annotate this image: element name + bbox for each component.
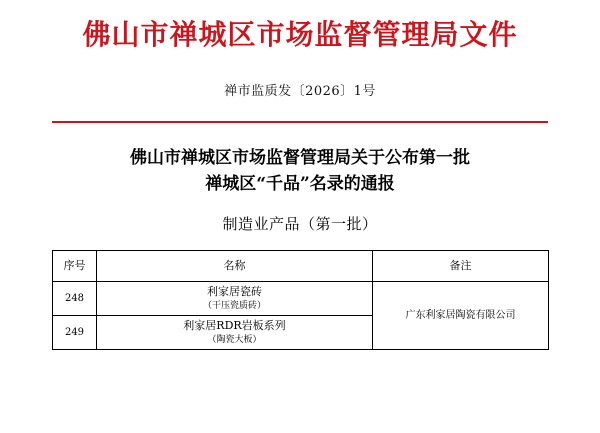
red-divider-rule [52, 121, 548, 123]
subject-line-1: 佛山市禅城区市场监督管理局关于公布第一批 [130, 147, 470, 168]
document-title: 佛山市禅城区市场监督管理局文件 [82, 18, 518, 51]
product-name: 利家居RDR岩板系列 [183, 319, 286, 333]
document-subject [52, 145, 548, 198]
product-name: 利家居瓷砖 [207, 285, 262, 299]
document-number: 禅市监质发〔2026〕1号 [224, 83, 376, 99]
cell-seq: 249 [53, 316, 97, 350]
column-header-remark: 备注 [373, 251, 549, 282]
cell-remark: 广东利家居陶瓷有限公司 [373, 282, 549, 350]
subject-line-2: 禅城区“千品”名录的通报 [205, 173, 395, 194]
product-name-note: （干压瓷质砖） [202, 301, 266, 312]
product-name-note: （陶瓷大板） [207, 335, 262, 346]
column-header-seq: 序号 [53, 251, 97, 282]
table-header-row [53, 251, 549, 282]
column-header-name: 名称 [97, 251, 373, 282]
cell-seq: 248 [53, 282, 97, 316]
section-heading: 制造业产品（第一批） [222, 215, 378, 234]
table-row [53, 282, 549, 316]
cell-name [97, 282, 373, 316]
product-list-table [52, 250, 549, 350]
cell-name [97, 316, 373, 350]
document-page [0, 18, 600, 433]
